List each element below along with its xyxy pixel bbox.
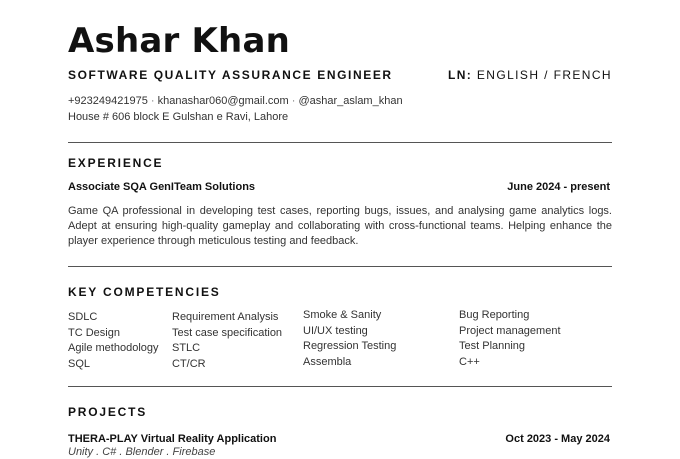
section-divider bbox=[68, 266, 612, 267]
job-role: SOFTWARE QUALITY ASSURANCE ENGINEER bbox=[68, 68, 393, 82]
competency-column bbox=[172, 310, 282, 372]
competency-item: Test case specification bbox=[172, 326, 283, 339]
competency-item: C++ bbox=[459, 355, 480, 368]
separator: · bbox=[291, 95, 296, 107]
social-handle[interactable]: @ashar_aslam_khan bbox=[298, 95, 403, 107]
competency-column bbox=[303, 308, 396, 370]
address: House # 606 block E Gulshan e Ravi, Lahore bbox=[68, 111, 289, 123]
competency-item: TC Design bbox=[68, 326, 120, 339]
competency-column bbox=[459, 308, 561, 370]
project-dates: Oct 2023 - May 2024 bbox=[505, 433, 610, 445]
email-link[interactable]: khanashar060@gmail.com bbox=[157, 95, 289, 107]
candidate-name: Ashar Khan bbox=[68, 21, 291, 61]
job-description: Game QA professional in developing test cases, reporting bugs, issues, and analysing game analytics logs. Adept at ensuring high-quality gameplay and collaborating with cross-functional teams. Helping enhance the player experience through meticulous testing and feedback. bbox=[68, 205, 612, 247]
competency-item: SQL bbox=[68, 357, 91, 370]
competency-item: Agile methodology bbox=[68, 342, 159, 354]
competency-item: Bug Reporting bbox=[459, 309, 530, 321]
competencies-heading: KEY COMPETENCIES bbox=[68, 285, 221, 299]
competency-item: Project management bbox=[459, 324, 561, 337]
languages bbox=[448, 68, 612, 82]
languages-label: LN: bbox=[447, 68, 473, 82]
resume-page bbox=[68, 0, 612, 459]
job-dates: June 2024 - present bbox=[507, 181, 610, 193]
competency-item: Test Planning bbox=[459, 340, 526, 352]
competency-item: CT/CR bbox=[172, 357, 206, 370]
job-title: Associate SQA GenITeam Solutions bbox=[68, 181, 256, 193]
experience-heading: EXPERIENCE bbox=[68, 156, 164, 170]
project-tech-stack: Unity . C# . Blender . Firebase bbox=[68, 446, 216, 458]
job-row bbox=[68, 181, 610, 193]
section-divider bbox=[68, 142, 612, 143]
separator: · bbox=[150, 95, 155, 107]
contact-info bbox=[68, 93, 403, 125]
languages-value: ENGLISH / FRENCH bbox=[476, 68, 612, 82]
competency-item: UI/UX testing bbox=[303, 324, 368, 337]
competency-item: SDLC bbox=[68, 311, 98, 323]
competency-item: STLC bbox=[172, 342, 201, 354]
projects-heading: PROJECTS bbox=[68, 405, 148, 419]
competency-column bbox=[68, 310, 159, 372]
competency-item: Smoke & Sanity bbox=[303, 309, 382, 321]
project-name: THERA-PLAY Virtual Reality Application bbox=[68, 433, 277, 445]
competency-item: Requirement Analysis bbox=[172, 311, 279, 323]
role-row bbox=[68, 68, 612, 82]
contact-line bbox=[68, 93, 403, 109]
competency-item: Assembla bbox=[303, 355, 352, 368]
phone-number: +923249421975 bbox=[68, 95, 148, 107]
competency-item: Regression Testing bbox=[303, 340, 397, 352]
project-row bbox=[68, 433, 610, 445]
section-divider bbox=[68, 386, 612, 387]
